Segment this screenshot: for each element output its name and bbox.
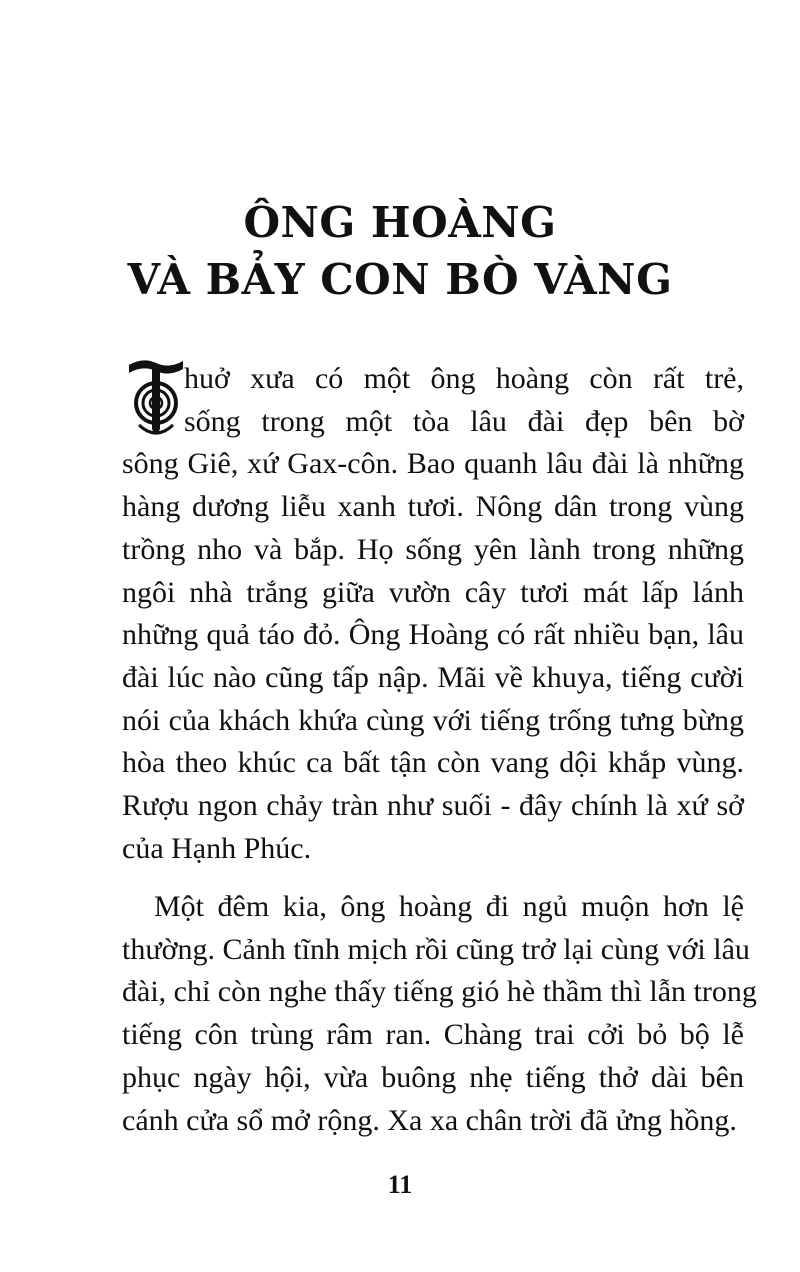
text-line: nói của khách khứa cùng với tiếng trống tưng bừng xyxy=(122,703,744,737)
text-line: huở xưa có một ông hoàng còn rất trẻ, xyxy=(184,362,744,395)
text-line: hòa theo khúc ca bất tận còn vang dội khắp vùng. xyxy=(122,746,744,780)
text-line: sống trong một tòa lâu đài đẹp bên bờ xyxy=(184,404,744,438)
text-line: phục ngày hội, vừa buông nhẹ tiếng thở dài bên xyxy=(122,1060,744,1094)
chapter-title-line-2: VÀ BẢY CON BÒ VÀNG xyxy=(127,255,673,304)
dropcap-ornament xyxy=(125,355,187,445)
text-line: hàng dương liễu xanh tươi. Nông dân trong vùng xyxy=(122,490,744,524)
text-line: thường. Cảnh tĩnh mịch rồi cũng trở lại cùng với lâu xyxy=(122,932,750,966)
text-line: đài lúc nào cũng tấp nập. Mãi về khuya, tiếng cười xyxy=(122,660,744,694)
text-line: Một đêm kia, ông hoàng đi ngủ muộn hơn lệ xyxy=(154,890,744,923)
text-line: ngôi nhà trắng giữa vườn cây tươi mát lấp lánh xyxy=(122,575,744,609)
text-line: tiếng côn trùng râm ran. Chàng trai cởi bỏ bộ lễ xyxy=(122,1018,744,1052)
chapter-title-line-1: ÔNG HOÀNG xyxy=(243,198,557,247)
text-line: cánh cửa sổ mở rộng. Xa xa chân trời đã ửng hồng. xyxy=(122,1103,737,1137)
text-line: sông Giê, xứ Gax-côn. Bao quanh lâu đài là những xyxy=(122,447,744,481)
text-line: trồng nho và bắp. Họ sống yên lành trong những xyxy=(122,532,744,566)
text-line: những quả táo đỏ. Ông Hoàng có rất nhiều bạn, lâu xyxy=(122,618,744,652)
page-number: 11 xyxy=(387,1170,413,1199)
text-line: của Hạnh Phúc. xyxy=(122,831,312,865)
text-line: đài, chỉ còn nghe thấy tiếng gió hè thầm thì lẫn trong xyxy=(122,975,757,1009)
text-line: Rượu ngon chảy tràn như suối - đây chính là xứ sở xyxy=(122,789,744,822)
